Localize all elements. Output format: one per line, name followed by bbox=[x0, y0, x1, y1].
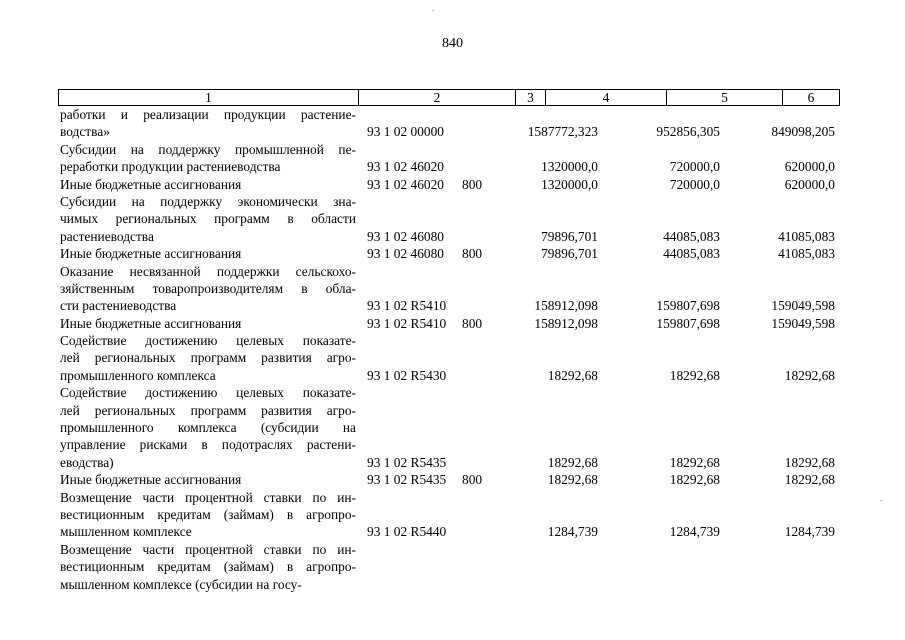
table-row bbox=[0, 523, 905, 540]
expense-type-code: 800 bbox=[462, 246, 483, 262]
row-description-line: лей региональных программ развития агро- bbox=[60, 402, 356, 418]
table-header bbox=[58, 89, 840, 106]
amount-col-5: 18292,68 bbox=[669, 454, 720, 470]
budget-code: 93 1 02 R5430 bbox=[367, 367, 447, 383]
amount-col-5: 720000,0 bbox=[669, 159, 720, 175]
amount-col-4: 79896,701 bbox=[541, 246, 598, 262]
row-description-line: промышленного комплекса bbox=[60, 367, 216, 383]
amount-col-6: 159049,598 bbox=[771, 315, 835, 331]
budget-code: 93 1 02 R5410 bbox=[367, 315, 447, 331]
budget-code: 93 1 02 00000 bbox=[367, 124, 444, 140]
table-row bbox=[0, 297, 905, 314]
table-row bbox=[0, 402, 905, 419]
header-col-6: 6 bbox=[782, 90, 839, 105]
row-description-line: чимых региональных программ в области bbox=[60, 211, 356, 227]
amount-col-5: 952856,305 bbox=[656, 124, 720, 140]
row-description-line: мышленном комплексе (субсидии на госу- bbox=[60, 576, 302, 592]
amount-col-6: 18292,68 bbox=[784, 472, 835, 488]
table-body bbox=[0, 106, 905, 593]
table-row bbox=[0, 141, 905, 158]
amount-col-6: 18292,68 bbox=[784, 367, 835, 383]
amount-col-6: 41085,083 bbox=[778, 246, 835, 262]
budget-code: 93 1 02 R5410 bbox=[367, 298, 447, 314]
table-row bbox=[0, 367, 905, 384]
amount-col-4: 18292,68 bbox=[547, 472, 598, 488]
table-row bbox=[0, 123, 905, 140]
row-description-line: Содействие достижению целевых показате- bbox=[60, 333, 356, 349]
table-row bbox=[0, 263, 905, 280]
amount-col-4: 79896,701 bbox=[541, 228, 598, 244]
row-description-line: Иные бюджетные ассигнования bbox=[60, 472, 242, 488]
amount-col-4: 1284,739 bbox=[547, 524, 598, 540]
scan-speck bbox=[432, 10, 434, 11]
budget-code: 93 1 02 46020 bbox=[367, 159, 444, 175]
table-row bbox=[0, 176, 905, 193]
amount-col-4: 1320000,0 bbox=[541, 176, 598, 192]
row-description-line: вестиционным кредитам (займам) в агропро- bbox=[60, 506, 356, 522]
row-description-line: вестиционным кредитам (займам) в агропро- bbox=[60, 559, 356, 575]
table-row bbox=[0, 541, 905, 558]
amount-col-6: 620000,0 bbox=[784, 159, 835, 175]
table-row bbox=[0, 315, 905, 332]
row-description-line: Иные бюджетные ассигнования bbox=[60, 315, 242, 331]
header-col-3: 3 bbox=[515, 90, 545, 105]
row-description-line: мышленном комплексе bbox=[60, 524, 192, 540]
budget-code: 93 1 02 R5435 bbox=[367, 472, 447, 488]
amount-col-5: 18292,68 bbox=[669, 472, 720, 488]
amount-col-5: 720000,0 bbox=[669, 176, 720, 192]
amount-col-4: 1320000,0 bbox=[541, 159, 598, 175]
budget-code: 93 1 02 46080 bbox=[367, 246, 444, 262]
amount-col-5: 159807,698 bbox=[656, 315, 720, 331]
header-col-5: 5 bbox=[666, 90, 782, 105]
table-row bbox=[0, 280, 905, 297]
table-row bbox=[0, 349, 905, 366]
row-description-line: сти растениеводства bbox=[60, 298, 177, 314]
row-description-line: Возмещение части процентной ставки по ин- bbox=[60, 489, 356, 505]
row-description-line: Иные бюджетные ассигнования bbox=[60, 176, 242, 192]
table-row bbox=[0, 506, 905, 523]
amount-col-4: 158912,098 bbox=[534, 315, 598, 331]
amount-col-4: 18292,68 bbox=[547, 367, 598, 383]
expense-type-code: 800 bbox=[462, 472, 483, 488]
row-description-line: работки и реализации продукции растение- bbox=[60, 107, 356, 122]
amount-col-6: 620000,0 bbox=[784, 176, 835, 192]
table-row bbox=[0, 558, 905, 575]
amount-col-4: 158912,098 bbox=[534, 298, 598, 314]
amount-col-5: 44085,083 bbox=[663, 228, 720, 244]
table-row bbox=[0, 454, 905, 471]
amount-col-6: 1284,739 bbox=[784, 524, 835, 540]
row-description-line: промышленного комплекса (субсидии на bbox=[60, 420, 356, 436]
table-row bbox=[0, 193, 905, 210]
scan-speck bbox=[880, 500, 882, 501]
header-col-1: 1 bbox=[205, 90, 212, 105]
row-description-line: растениеводства bbox=[60, 228, 154, 244]
amount-col-6: 41085,083 bbox=[778, 228, 835, 244]
budget-code: 93 1 02 R5435 bbox=[367, 454, 447, 470]
expense-type-code: 800 bbox=[462, 315, 483, 331]
table-row bbox=[0, 158, 905, 175]
amount-col-5: 18292,68 bbox=[669, 367, 720, 383]
table-row bbox=[0, 384, 905, 401]
table-row bbox=[0, 436, 905, 453]
row-description-line: реработки продукции растениеводства bbox=[60, 159, 281, 175]
expense-type-code: 800 bbox=[462, 176, 483, 192]
budget-code: 93 1 02 46020 bbox=[367, 176, 444, 192]
table-row bbox=[0, 228, 905, 245]
budget-code: 93 1 02 R5440 bbox=[367, 524, 447, 540]
amount-col-5: 44085,083 bbox=[663, 246, 720, 262]
row-description-line: Содействие достижению целевых показате- bbox=[60, 385, 356, 401]
amount-col-6: 849098,205 bbox=[771, 124, 835, 140]
table-row bbox=[0, 332, 905, 349]
row-description-line: управление рисками в подотраслях растени- bbox=[60, 437, 356, 453]
row-description-line: Субсидии на поддержку промышленной пе- bbox=[60, 141, 356, 157]
table-row bbox=[0, 419, 905, 436]
header-col-2: 2 bbox=[358, 90, 515, 105]
row-description-line: Субсидии на поддержку экономически зна- bbox=[60, 193, 356, 209]
amount-col-6: 159049,598 bbox=[771, 298, 835, 314]
row-description-line: еводства) bbox=[60, 454, 114, 470]
table-row bbox=[0, 471, 905, 488]
table-row bbox=[0, 106, 905, 123]
amount-col-6: 18292,68 bbox=[784, 454, 835, 470]
table-row bbox=[0, 210, 905, 227]
amount-col-5: 1284,739 bbox=[669, 524, 720, 540]
row-description-line: зяйственным товаропроизводителям в обла- bbox=[60, 280, 356, 296]
header-col-4: 4 bbox=[545, 90, 666, 105]
amount-col-5: 159807,698 bbox=[656, 298, 720, 314]
table-row bbox=[0, 245, 905, 262]
page-number: 840 bbox=[442, 36, 463, 51]
table-row bbox=[0, 576, 905, 593]
budget-code: 93 1 02 46080 bbox=[367, 228, 444, 244]
row-description-line: лей региональных программ развития агро- bbox=[60, 350, 356, 366]
row-description-line: Оказание несвязанной поддержки сельскохо- bbox=[60, 263, 356, 279]
row-description-line: водства» bbox=[60, 124, 110, 140]
table-row bbox=[0, 489, 905, 506]
amount-col-4: 18292,68 bbox=[547, 454, 598, 470]
row-description-line: Иные бюджетные ассигнования bbox=[60, 246, 242, 262]
amount-col-4: 1587772,323 bbox=[527, 124, 598, 140]
row-description-line: Возмещение части процентной ставки по ин- bbox=[60, 541, 356, 557]
